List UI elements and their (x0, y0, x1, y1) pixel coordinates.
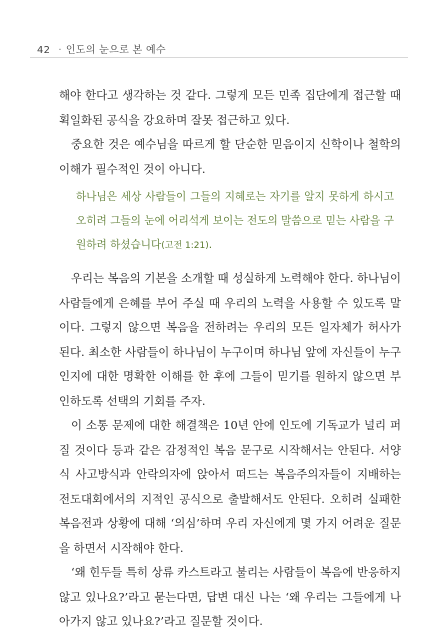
paragraph: 우리는 복음의 기본을 소개할 때 성실하게 노력해야 한다. 하나님이 사람들에게 은혜를 부어 주실 때 우리의 노력을 사용할 수 있도록 말이다. 그렇지 않으면 복음을 전하려는 우리의 모든 일자체가 허사가 된다. 최소한 사람들이 하나님이 누구이며 하나님 앞에 자신들이 누구인지에 대한 명확한 이해를 한 후에 그들이 믿기를 원하지 않으면 부인하도록 선택의 기회를 주자. (59, 271, 401, 408)
paragraph: ‘왜 힌두들 특히 상류 카스트라고 불리는 사람들이 복음에 반응하지 않고 있나요?’라고 묻는다면, 답변 대신 나는 ‘왜 우리는 그들에게 나아가지 않고 있나요?’라고 질문할 것이다. (59, 565, 401, 628)
quote-end: . (208, 239, 213, 251)
header-separator: · (58, 45, 62, 56)
body-text-bottom (59, 266, 401, 634)
header-rule (30, 57, 408, 58)
running-head (37, 41, 166, 56)
paragraph: 중요한 것은 예수님을 따르게 할 단순한 믿음이지 신학이나 철학의 이해가 필수적인 것이 아니다. (59, 137, 401, 176)
quote-text: 하나님은 세상 사람들이 그들의 지혜로는 자기를 알지 못하게 하시고 오히려 그들의 눈에 어리석게 보이는 전도의 말씀으로 믿는 사람을 구원하려 하셨습니다 (76, 191, 394, 251)
paragraph: 해야 한다고 생각하는 것 같다. 그렇게 모든 민족 집단에게 접근할 때 획일화된 공식을 강요하며 잘못 접근하고 있다. (59, 88, 401, 127)
paragraph: 이 소통 문제에 대한 해결책은 10년 안에 인도에 기독교가 널리 퍼질 것이다 등과 같은 감정적인 복음 문구로 시작해서는 안된다. 서양식 사고방식과 안락의자에 앉아서 떠드는 복음주의자들이 지배하는 전도대회에서의 지적인 공식으로 출발해서도 안된다. 오히려 실패한 복음전과 상황에 대해 ‘의심’하며 우리 자신에게 몇 가지 어려운 질문을 하면서 시작해야 한다. (59, 418, 401, 555)
scripture-quote (76, 185, 394, 258)
body-text-top (59, 83, 401, 181)
page-number: 42 (37, 45, 51, 56)
quote-citation: (고전 1:21) (161, 241, 209, 251)
book-title: 인도의 눈으로 본 예수 (65, 45, 166, 56)
